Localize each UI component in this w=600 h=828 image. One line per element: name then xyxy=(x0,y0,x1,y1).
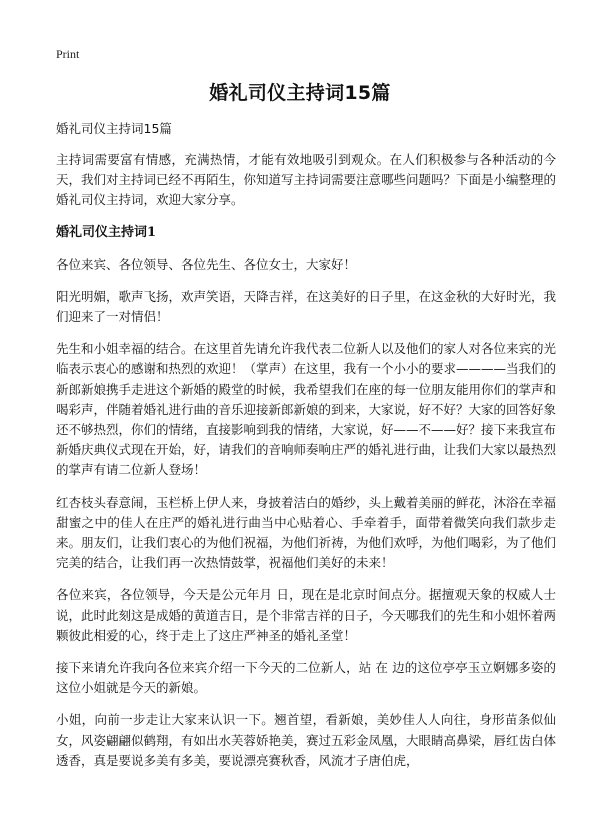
intro-paragraph: 主持词需要富有情感，充满热情，才能有效地吸引到观众。在人们积极参与各种活动的今天，我们对主持词已经不再陌生，你知道写主持词需要注意哪些问题吗？下面是小编整理的婚礼司仪主持词，欢迎大家分享。 xyxy=(56,152,557,208)
paragraph: 先生和小姐幸福的结合。在这里首先请允许我代表二位新人以及他们的家人对各位来宾的光临表示衷心的感谢和热烈的欢迎！（掌声）在这里，我有一个小小的要求————当我们的新郎新娘携手走进这个新婚的殿堂的时候，我希望我们在座的每一位朋友能用你们的掌声和喝彩声，伴随着婚礼进行曲的音乐迎接新郎新娘的到来，大家说，好不好？大家的回答好象还不够热烈，你们的情绪，直接影响到我的情绪，大家说，好——不——好？接下来我宣布新婚庆典仪式现在开始，好，请我们的音响师奏响庄严的婚礼进行曲，让我们大家以最热烈的掌声有请二位新人登场！ xyxy=(56,341,557,478)
paragraph: 接下来请允许我向各位来宾介绍一下今天的二位新人，站 在 边的这位亭亭玉立婀娜多姿的这位小姐就是今天的新娘。 xyxy=(56,660,556,696)
print-link[interactable]: Print xyxy=(56,47,80,61)
document-subtitle: 婚礼司仪主持词15篇 xyxy=(56,121,172,136)
section-heading: 婚礼司仪主持词1 xyxy=(56,224,157,240)
document-body xyxy=(56,119,556,783)
paragraph: 小姐，向前一步走让大家来认识一下。翘首望，看新娘，美妙佳人人向往，身形苗条似仙女，风姿翩翩似鹤翔，有如出水芙蓉娇艳美，赛过五彩金凤凰，大眼睛高鼻梁，唇红齿白体透香，真是要说多美有多美，要说漂亮赛秋香，风流才子唐伯虎， xyxy=(56,712,557,768)
paragraph: 阳光明媚，歌声飞扬，欢声笑语，天降吉祥，在这美好的日子里，在这金秋的大好时光，我们迎来了一对情侣！ xyxy=(56,288,557,325)
paragraph: 红杏枝头春意闹，玉栏桥上伊人来，身披着洁白的婚纱，头上戴着美丽的鲜花，沐浴在幸福甜蜜之中的佳人在庄严的婚礼进行曲当中心贴着心、手牵着手，面带着微笑向我们款步走来。朋友们，让我们衷心的为他们祝福，为他们祈祷，为他们欢呼，为他们喝彩，为了他们完美的结合，让我们再一次热情鼓掌，祝福他们美好的未来！ xyxy=(56,494,557,571)
paragraph: 各位来宾、各位领导、各位先生、各位女士，大家好！ xyxy=(56,256,357,272)
page-title: 婚礼司仪主持词15篇 xyxy=(209,82,391,104)
paragraph: 各位来宾，各位领导，今天是公元年月 日，现在是北京时间点分。据擅观天象的权威人士说，此时此刻这是成婚的黄道吉日，是个非常吉祥的日子，今天哪我们的先生和小姐怀着两颗彼此相爱的心，终于走上了这庄严神圣的婚礼圣堂！ xyxy=(56,587,557,643)
